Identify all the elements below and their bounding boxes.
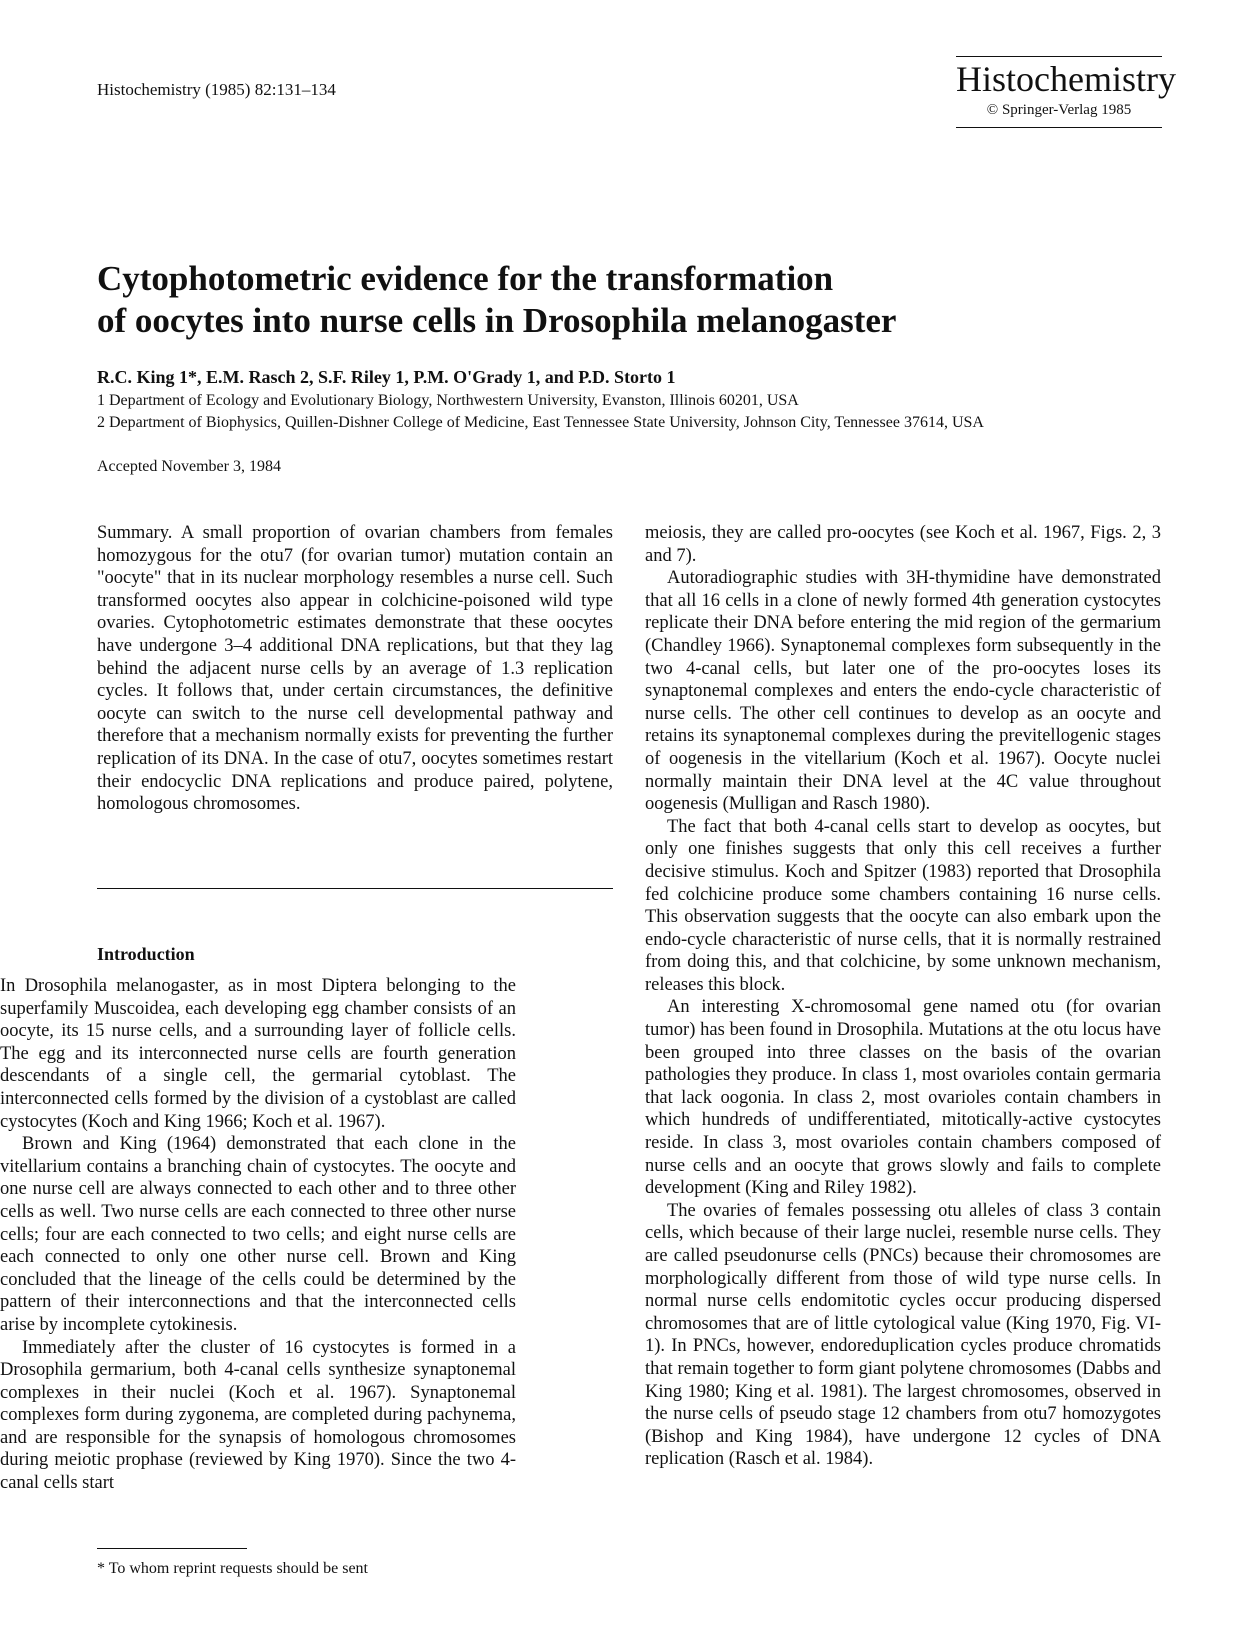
paper-title — [97, 258, 1097, 342]
title-line-1: Cytophotometric evidence for the transformation — [97, 259, 834, 298]
summary-block — [97, 522, 613, 816]
right-paragraph: An interesting X-chromosomal gene named otu (for ovarian tumor) has been found in Drosophila. Mutations at the otu locus have been grouped into three classes on the basis of the ovarian pathologies they produce. In class 1, most ovarioles contain germaria that lack oogonia. In class 2, most ovarioles contain chambers in which hundreds of undifferentiated, mitotically-active cystocytes reside. In class 3, most ovarioles contain chambers composed of nurse cells and an oocyte that grows slowly and fails to complete development (King and Riley 1982). — [645, 997, 1161, 1199]
right-column — [645, 522, 1161, 1592]
intro-paragraph: Immediately after the cluster of 16 cystocytes is formed in a Drosophila germarium, both 4-canal cells synthesize synaptonemal complexes in their nuclei (Koch et al. 1967). Synaptonemal complexes form during zygonema, are completed during pachynema, and are responsible for the synapsis of homologous chromosomes during meiotic prophase (reviewed by King 1970). Since the two 4-canal cells start — [0, 1337, 516, 1494]
summary-text: Summary. A small proportion of ovarian chambers from females homozygous for the otu7 (for ovarian tumor) mutation contain an "oocyte" that in its nuclear morphology resembles a nurse cell. Such transformed oocytes also appear in colchicine-poisoned wild type ovaries. Cytophotometric estimates demonstrate that these oocytes have undergone 3–4 additional DNA replications, but that they lag behind the adjacent nurse cells by an average of 1.3 replication cycles. It follows that, under certain circumstances, the definitive oocyte can switch to the nurse cell developmental pathway and therefore that a mechanism normally exists for preventing the further replication of its DNA. In the case of otu7, oocytes sometimes restart their endocyclic DNA replications and produce paired, polytene, homologous chromosomes. — [97, 523, 613, 815]
right-paragraph: The fact that both 4-canal cells start to develop as oocytes, but only one finishes suggests that only this cell receives a further decisive stimulus. Koch and Spitzer (1983) reported that Drosophila fed colchicine produce some chambers containing 16 nurse cells. This observation suggests that the oocyte can also embark upon the endo-cycle characteristic of nurse cells, that it is normally restrained from doing this, and that colchicine, by some unknown mechanism, releases this block. — [645, 816, 1161, 995]
intro-paragraph: Brown and King (1964) demonstrated that each clone in the vitellarium contains a branching chain of cystocytes. The oocyte and one nurse cell are always connected to each other and to three other cells as well. Two nurse cells are each connected to three other nurse cells; four are each connected to two cells; and eight nurse cells are each connected to only one other nurse cell. Brown and King concluded that the lineage of the cells could be determined by the pattern of their interconnections and that the interconnected cells arise by incomplete cytokinesis. — [0, 1134, 516, 1335]
section-divider — [97, 888, 613, 889]
journal-name: Histochemistry — [956, 56, 1162, 99]
title-line-2: of oocytes into nurse cells in Drosophila melanogaster — [97, 301, 897, 340]
right-paragraph: The ovaries of females possessing otu alleles of class 3 contain cells, which because of their large nuclei, resemble nurse cells. They are called pseudonurse cells (PNCs) because their chromosomes are morphologically different from those of wild type nurse cells. In normal nurse cells endomitotic cycles occur producing dispersed chromosomes that are of little cytological value (King 1970, Fig. VI-1). In PNCs, however, endoreduplication cycles produce chromatids that remain together to form giant polytene chromosomes (Dabbs and King 1980; King et al. 1981). The largest chromosomes, observed in the nurse cells of pseudo stage 12 chambers from otu7 homozygotes (Bishop and King 1984), have undergone 12 cycles of DNA replication (Rasch et al. 1984). — [645, 1200, 1161, 1470]
affiliation-2: 2 Department of Biophysics, Quillen-Dishner College of Medicine, East Tennessee State University, Johnson City, Tennessee 37614, USA — [97, 414, 984, 431]
introduction-body — [0, 975, 516, 1495]
journal-copyright: © Springer-Verlag 1985 — [956, 102, 1162, 128]
right-paragraph: Autoradiographic studies with 3H-thymidine have demonstrated that all 16 cells in a clone of newly formed 4th generation cystocytes replicate their DNA before entering the mid region of the germarium (Chandley 1966). Synaptonemal complexes form subsequently in the two 4-canal cells, but later one of the pro-oocytes loses its synaptonemal complexes and enters the endo-cycle characteristic of nurse cells. The other cell continues to develop as an oocyte and retains its synaptonemal complexes during the previtellogenic stages of oogenesis in the vitellarium (Koch et al. 1967). Oocyte nuclei normally maintain their DNA level at the 4C value throughout oogenesis (Mulligan and Rasch 1980). — [645, 568, 1161, 815]
introduction-heading: Introduction — [97, 944, 195, 964]
author-list: R.C. King 1*, E.M. Rasch 2, S.F. Riley 1, P.M. O'Grady 1, and P.D. Storto 1 — [97, 367, 676, 387]
right-paragraph: meiosis, they are called pro-oocytes (see Koch et al. 1967, Figs. 2, 3 and 7). — [645, 523, 1161, 566]
affiliation-1: 1 Department of Ecology and Evolutionary Biology, Northwestern University, Evanston, Illinois 60201, USA — [97, 392, 799, 409]
footnote: * To whom reprint requests should be sent — [97, 1560, 368, 1577]
intro-paragraph: In Drosophila melanogaster, as in most Diptera belonging to the superfamily Muscoidea, each developing egg chamber consists of an oocyte, its 15 nurse cells, and a surrounding layer of follicle cells. The egg and its interconnected nurse cells are fourth generation descendants of a single cell, the germarial cytoblast. The interconnected cells formed by the division of a cystoblast are called cystocytes (Koch and King 1966; Koch et al. 1967). — [0, 976, 516, 1132]
footnote-divider — [97, 1548, 247, 1549]
accepted-date: Accepted November 3, 1984 — [97, 458, 281, 475]
journal-citation: Histochemistry (1985) 82:131–134 — [97, 80, 336, 99]
